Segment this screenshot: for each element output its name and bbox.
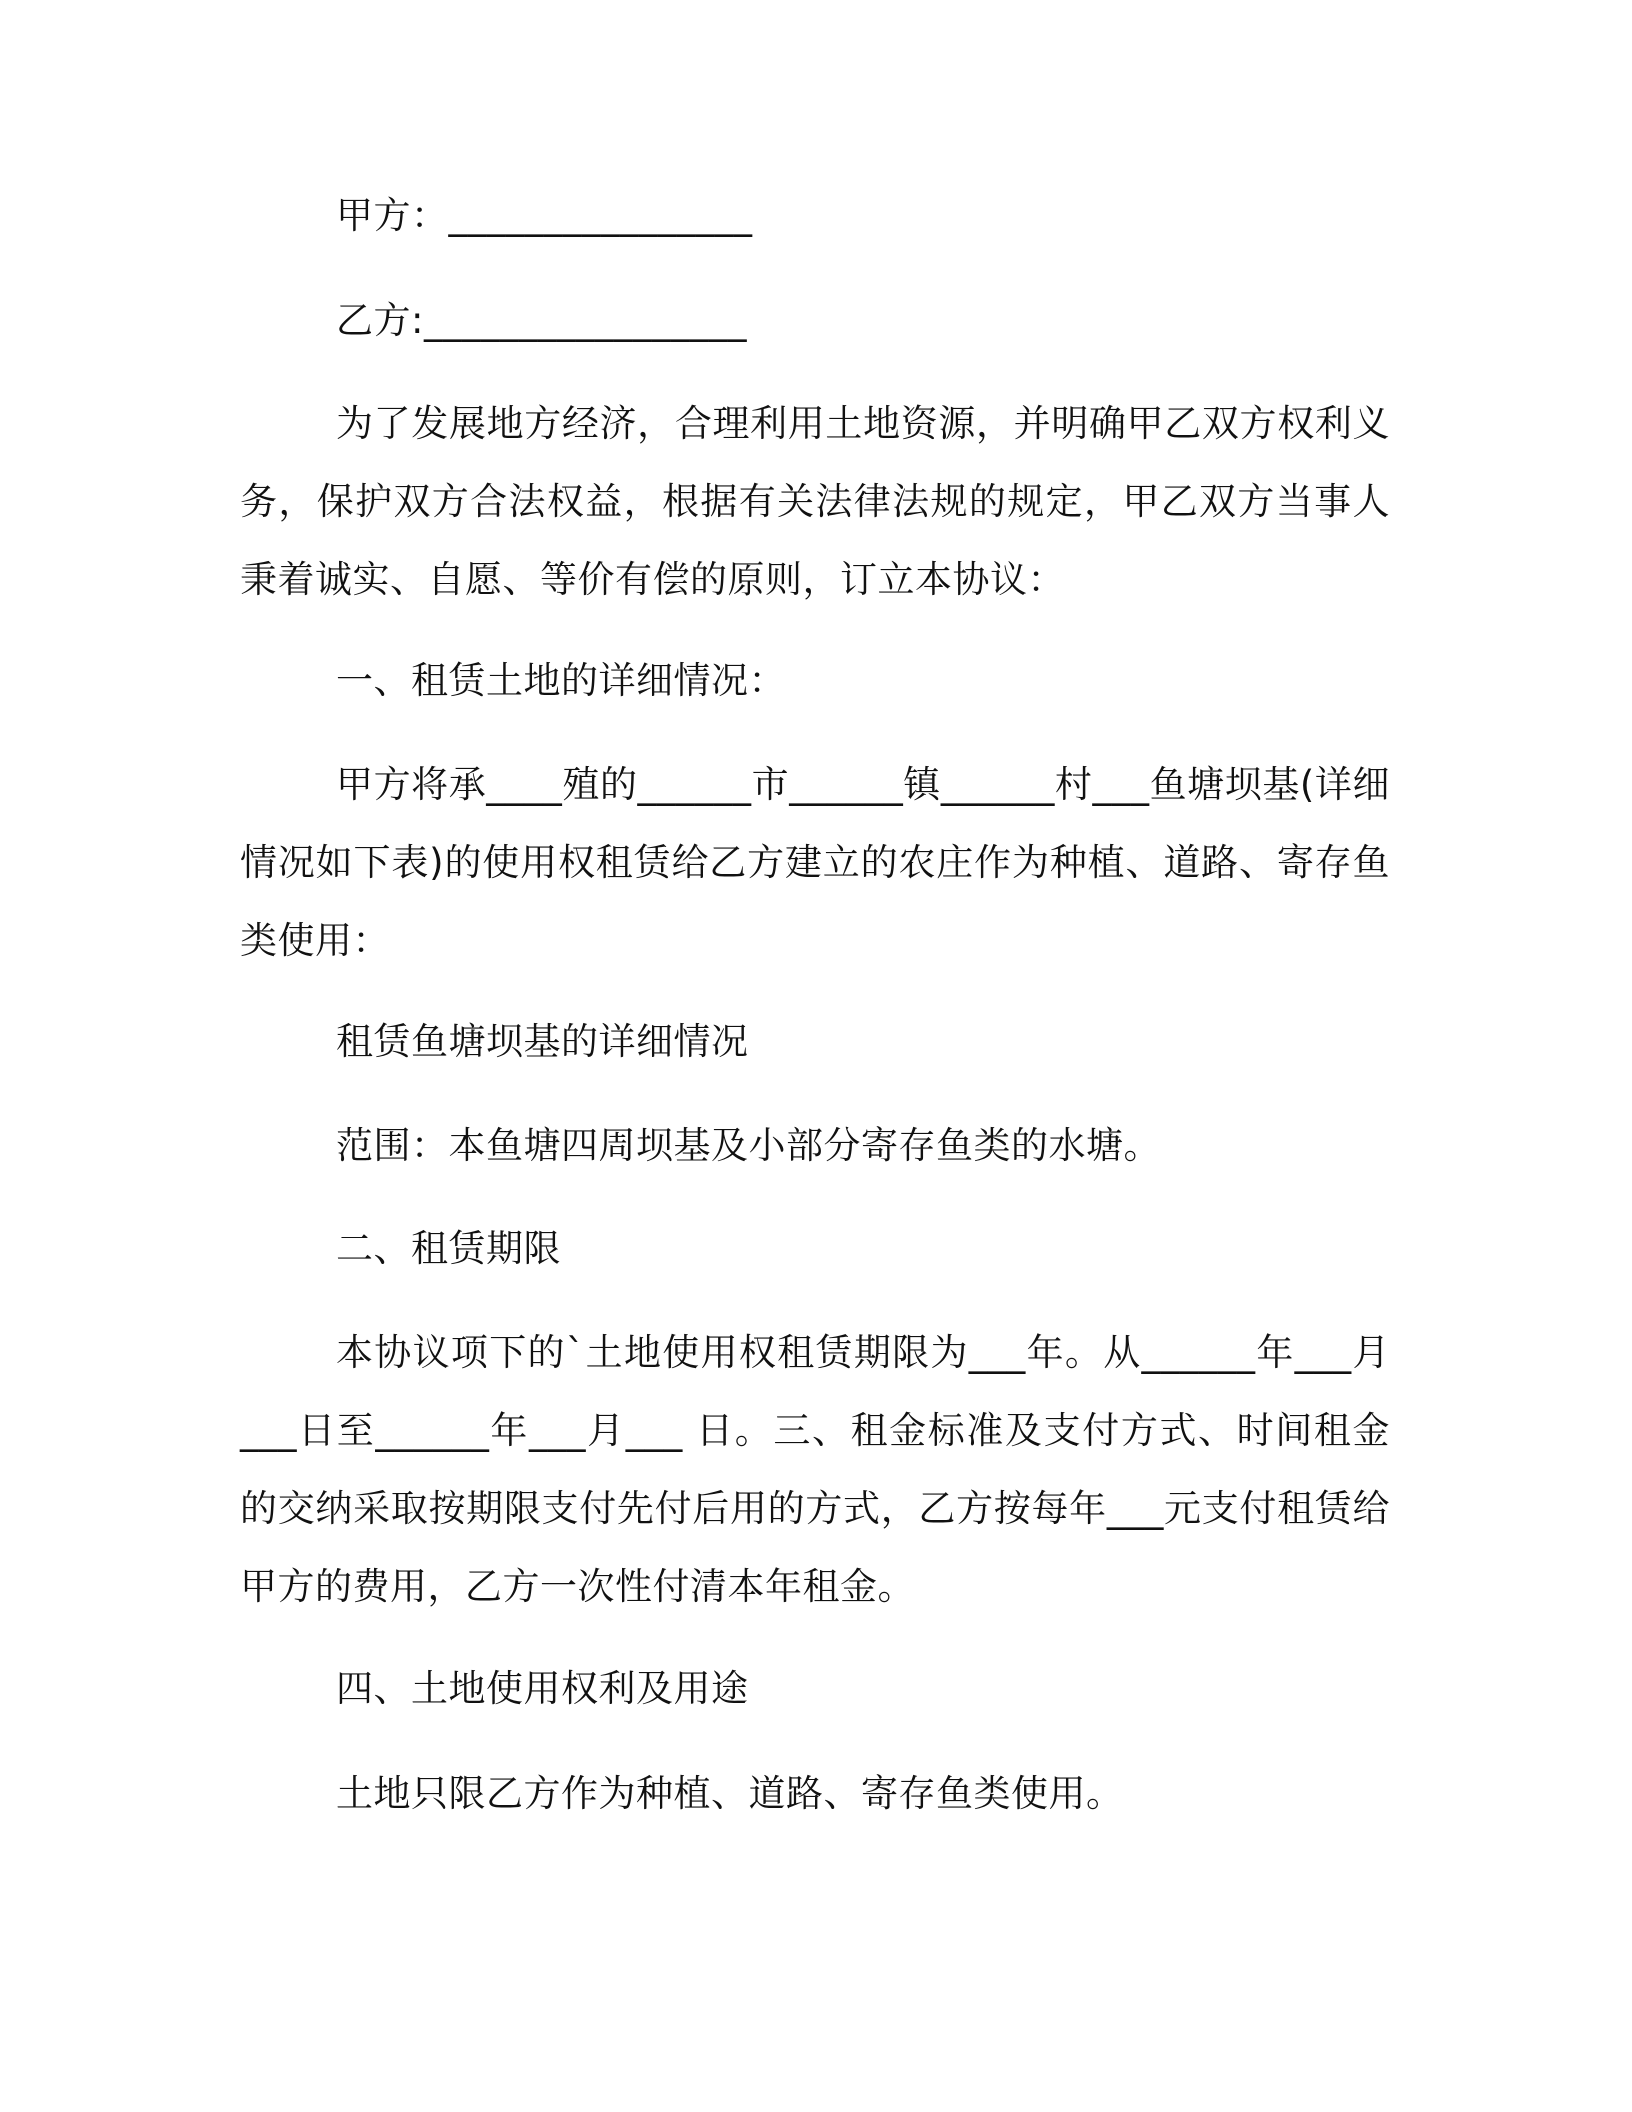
scope-line: 范围：本鱼塘四周坝基及小部分寄存鱼类的水塘。 bbox=[336, 1124, 1161, 1167]
section-1-heading: 一、租赁土地的详细情况： bbox=[336, 659, 786, 702]
party-b-line: 乙方:_________________ bbox=[336, 299, 747, 342]
party-a-line: 甲方：________________ bbox=[336, 194, 753, 237]
table-caption: 租赁鱼塘坝基的详细情况 bbox=[336, 1020, 749, 1063]
section-4-heading: 四、土地使用权利及用途 bbox=[336, 1667, 749, 1710]
preamble-paragraph: 为了发展地方经济，合理利用土地资源，并明确甲乙双方权利义务，保护双方合法权益，根据有关法律法规的规定，甲乙双方当事人秉着诚实、自愿、等价有偿的原则，订立本协议： bbox=[240, 402, 1390, 601]
section-4-paragraph: 土地只限乙方作为种植、道路、寄存鱼类使用。 bbox=[336, 1772, 1124, 1815]
section-1-paragraph: 甲方将承____殖的______市______镇______村___鱼塘坝基(详细情况如下表)的使用权租赁给乙方建立的农庄作为种植、道路、寄存鱼类使用： bbox=[240, 763, 1390, 962]
section-2-paragraph: 本协议项下的`土地使用权租赁期限为___年。从______年___月___日至______年___月___ 日。三、租金标准及支付方式、时间租金的交纳采取按期限支付先付后用的方式，乙方按每年___元支付租赁给甲方的费用，乙方一次性付清本年租金。 bbox=[240, 1331, 1390, 1608]
section-2-heading: 二、租赁期限 bbox=[336, 1227, 561, 1270]
